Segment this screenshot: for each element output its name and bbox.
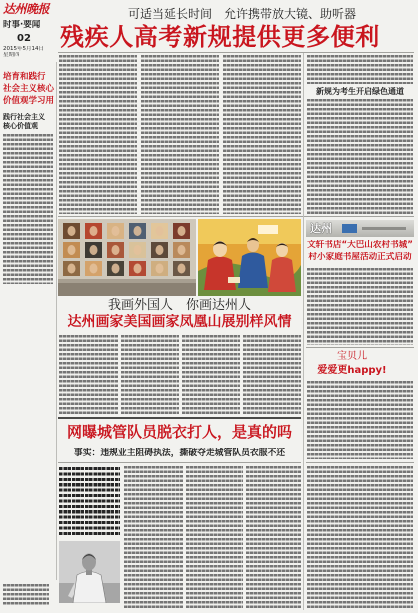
city-story-column-2 [124,466,183,608]
city-story-subhead: 事实：违规业主阻碍执法，撕破夺走城管队员衣服不还 [73,448,286,458]
city-skyline-icon [342,224,357,233]
sidebar-heading-line: 践行社会主义 [3,113,45,121]
lead-story-kicker: 可适当延长时间 允许携带放大镜、助听器 [128,7,357,21]
issue-date: 2015年5月14日 [3,46,44,52]
local-brief-headline-line: 村小家庭书屋活动正式启动 [308,252,412,262]
page-number: 02 [17,33,31,44]
column-divider [56,62,57,580]
local-brief-headline-line: 文轩书店“大巴山农村书城” [307,240,413,250]
city-story-lead-paragraph [59,467,120,537]
issue-weekday: 星期四 [3,52,20,58]
masthead-title: 达州晚报 [3,2,50,16]
lead-story-headline: 残疾人高考新规提供更多便利 [60,24,380,51]
lead-story-column-2 [141,55,219,214]
lead-story-subhead: 新规为考生开启绿色通道 [316,87,404,96]
right-column-body [307,466,413,608]
art-story-column-1 [59,335,118,414]
divider [58,216,414,217]
label-decoration [362,227,406,230]
divider [306,347,414,348]
lead-story-column-3 [223,55,301,214]
local-brief-body [307,268,413,345]
promo-title: 宝贝儿 [337,351,367,362]
city-story-column-3 [186,466,243,608]
sidebar-heading-line: 核心价值观 [3,122,38,130]
city-story-headline: 网曝城管队员脱衣打人，是真的吗 [66,423,292,441]
art-story-column-4 [243,335,301,414]
art-story-column-2 [121,335,179,414]
local-news-label [306,220,414,237]
city-story-column-4 [246,466,301,608]
section-name: 时事·要闻 [3,20,41,30]
lead-story-column-4-top [307,55,413,84]
sidebar-body-text [3,134,53,284]
lead-story-column-1 [59,55,137,214]
local-news-label-text: 达州 [310,222,332,235]
sidebar-slogan-line: 培育和践行 [3,72,46,82]
divider [58,462,301,463]
divider [58,52,414,53]
news-photo [59,541,120,603]
art-story-headline: 达州画家美国画家凤凰山展别样风情 [67,314,292,330]
sidebar-slogan-line: 社会主义核心 [3,84,55,94]
exhibition-photo [58,219,196,296]
art-story-column-3 [182,335,240,414]
promo-body [307,381,413,459]
lead-story-column-4 [307,99,413,214]
art-story-kicker: 我画外国人 你画达州人 [107,298,251,313]
column-divider [303,53,304,610]
sidebar-slogan-line: 价值观学习用 [3,96,55,106]
divider [58,417,301,419]
promo-subtitle: 爱爱更happy! [317,365,387,376]
footer-credits-text [3,584,49,606]
painting-photo [198,219,301,296]
divider [306,462,414,463]
